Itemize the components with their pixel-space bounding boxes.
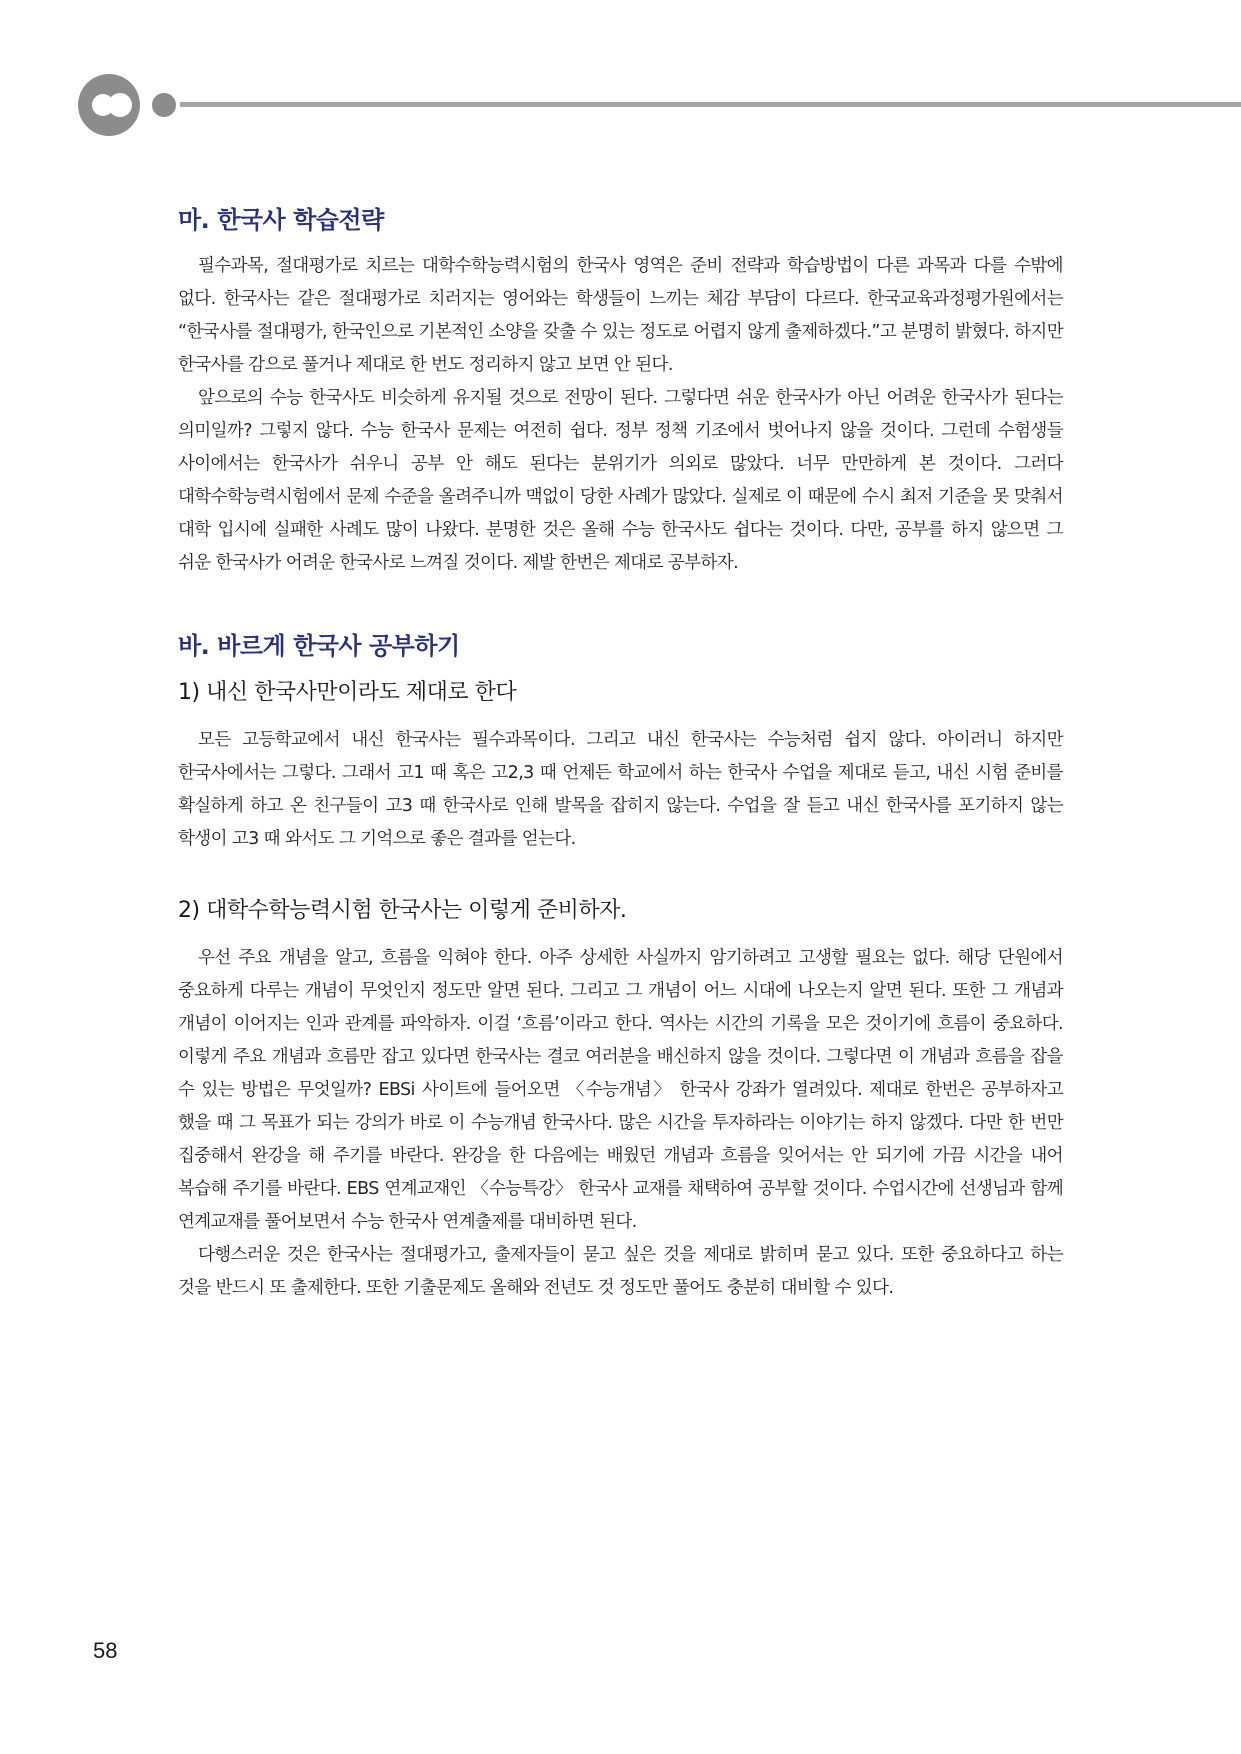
white-circle-right [108,93,132,117]
header-decoration [0,0,1241,140]
paragraph: 우선 주요 개념을 알고, 흐름을 익혀야 한다. 아주 상세한 사실까지 암기하려고 고생할 필요는 없다. 해당 단원에서 중요하게 다루는 개념이 무엇인지 정도만 알면 된다. 그리고 그 개념이 어느 시대에 나오는지 알면 된다. 또한 그 개념과 개념이 이어지는 인과 관계를 파악하자. 이걸 ‘흐름’이라고 한다. 역사는 시간의 기록을 모은 것이기에 흐름이 중요하다. 이렇게 주요 개념과 흐름만 잡고 있다면 한국사는 결코 여러분을 배신하지 않을 것이다. 그렇다면 이 개념과 흐름을 잡을 수 있는 방법은 무엇일까? EBSi 사이트에 들어오면 〈수능개념〉 한국사 강좌가 열려있다. 제대로 한번은 공부하자고 했을 때 그 목표가 되는 강의가 바로 이 수능개념 한국사다. 많은 시간을 투자하라는 이야기는 하지 않겠다. 다만 한 번만 집중해서 완강을 해 주기를 바란다. 완강을 한 다음에는 배웠던 개념과 흐름을 잊어서는 안 되기에 가끔 시간을 내어 복습해 주기를 바란다. EBS 연계교재인 〈수능특강〉 한국사 교재를 채택하여 공부할 것이다. 수업시간에 선생님과 함께 연계교재를 풀어보면서 수능 한국사 연계출제를 대비하면 된다. [178,948,1063,1232]
page-number: 58 [93,1638,118,1663]
header-rule [180,102,1241,107]
page-content [178,202,1063,1305]
section-title-study-strategy: 마. 한국사 학습전략 [178,206,384,234]
paragraph: 모든 고등학교에서 내신 한국사는 필수과목이다. 그리고 내신 한국사는 수능처럼 쉽지 않다. 아이러니 하지만 한국사에서는 그렇다. 그래서 고1 때 혹은 고2,3 때 언제든 학교에서 하는 한국사 수업을 제대로 듣고, 내신 시험 준비를 확실하게 하고 온 친구들이 고3 때 한국사로 인해 발목을 잡히지 않는다. 수업을 잘 듣고 내신 한국사를 포기하지 않는 학생이 고3 때 와서도 그 기억으로 좋은 결과를 얻는다. [178,730,1063,849]
section-title-study-properly: 바. 바르게 한국사 공부하기 [178,632,460,660]
paragraph: 다행스러운 것은 한국사는 절대평가고, 출제자들이 묻고 싶은 것을 제대로 밝히며 묻고 있다. 또한 중요하다고 하는 것을 반드시 또 출제한다. 또한 기출문제도 올해와 전년도 것 정도만 풀어도 충분히 대비할 수 있다. [178,1245,1063,1298]
paragraph: 필수과목, 절대평가로 치르는 대학수학능력시험의 한국사 영역은 준비 전략과 학습방법이 다른 과목과 다를 수밖에 없다. 한국사는 같은 절대평가로 치러지는 영어와는 학생들이 느끼는 체감 부담이 다르다. 한국교육과정평가원에서는 “한국사를 절대평가, 한국인으로 기본적인 소양을 갖출 수 있는 정도로 어렵지 않게 출제하겠다.”고 분명히 밝혔다. 하지만 한국사를 감으로 풀거나 제대로 한 번도 정리하지 않고 보면 안 된다. [178,256,1063,375]
subsection-title-csat-prep: 2) 대학수학능력시험 한국사는 이렇게 준비하자. [178,898,627,923]
subsection-title-school-grades: 1) 내신 한국사만이라도 제대로 한다 [178,680,517,705]
paragraph: 앞으로의 수능 한국사도 비슷하게 유지될 것으로 전망이 된다. 그렇다면 쉬운 한국사가 아닌 어려운 한국사가 된다는 의미일까? 그렇지 않다. 수능 한국사 문제는 여전히 쉽다. 정부 정책 기조에서 벗어나지 않을 것이다. 그런데 수험생들 사이에서는 한국사가 쉬우니 공부 안 해도 된다는 분위기가 의외로 많았다. 너무 만만하게 본 것이다. 그러다 대학수학능력시험에서 문제 수준을 올려주니까 맥없이 당한 사례가 많았다. 실제로 이 때문에 수시 최저 기준을 못 맞춰서 대학 입시에 실패한 사례도 많이 나왔다. 분명한 것은 올해 수능 한국사도 쉽다는 것이다. 다만, 공부를 하지 않으면 그 쉬운 한국사가 어려운 한국사로 느껴질 것이다. 제발 한번은 제대로 공부하자. [178,388,1063,573]
small-dot-icon [152,93,176,117]
